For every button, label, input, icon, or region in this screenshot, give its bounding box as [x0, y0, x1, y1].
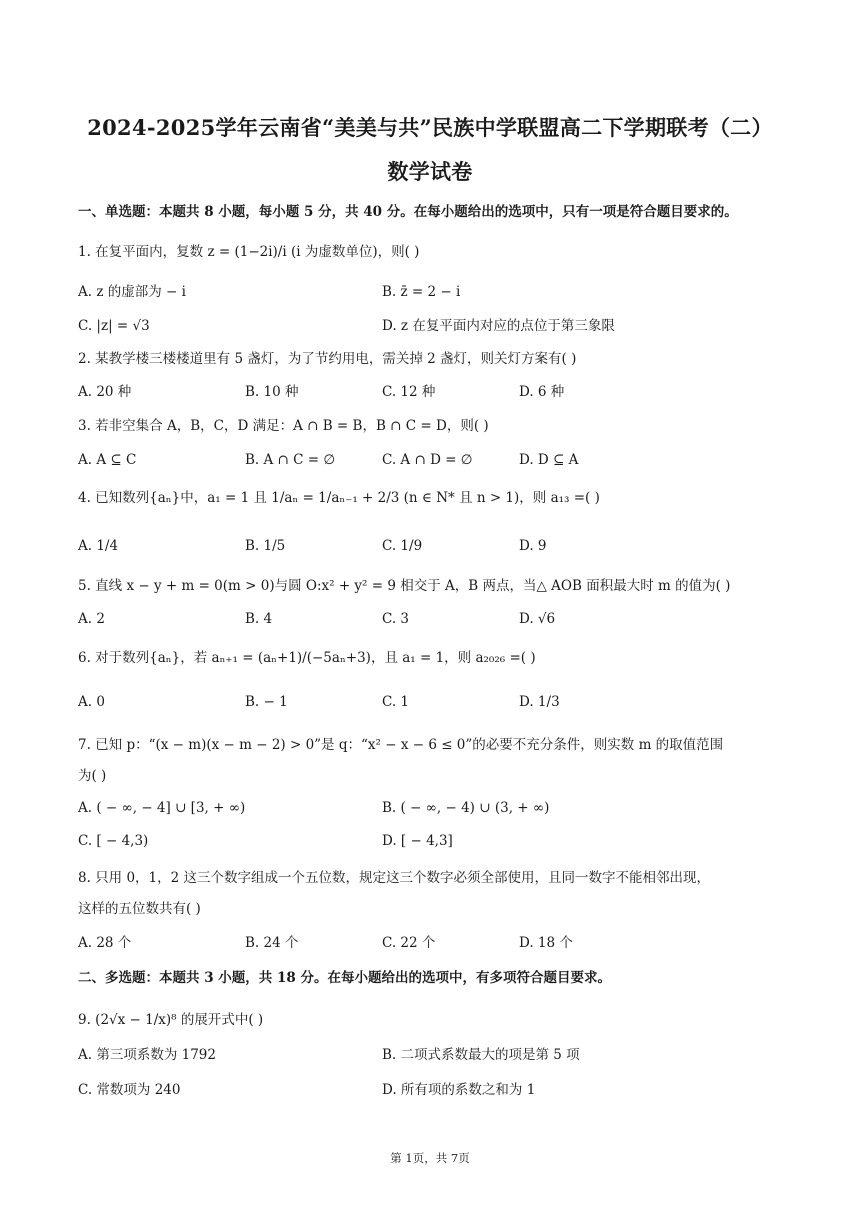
- section-heading: 二、多选题：本题共 3 小题，共 18 分。在每小题给出的选项中，有多项符合题目要求。: [78, 970, 611, 986]
- option-a: A. 2: [78, 611, 105, 627]
- option-a: A. 1/4: [78, 538, 119, 554]
- option-c: C. A ∩ D = ∅: [382, 452, 473, 468]
- option-d: D. 9: [519, 538, 547, 554]
- option-d: D. z 在复平面内对应的点位于第三象限: [382, 318, 615, 334]
- option-d: D. 所有项的系数之和为 1: [382, 1082, 536, 1098]
- question-stem: 8. 只用 0，1，2 这三个数字组成一个五位数，规定这三个数字必须全部使用，且同一数字不能相邻出现，: [78, 870, 711, 886]
- option-d: D. D ⊆ A: [519, 452, 579, 468]
- question-stem-continued: 为( ): [78, 768, 107, 784]
- option-b: B. − 1: [245, 694, 288, 710]
- option-a: A. A ⊆ C: [78, 452, 137, 468]
- option-b: B. A ∩ C = ∅: [245, 452, 336, 468]
- option-c: C. 3: [382, 611, 410, 627]
- question-stem: 1. 在复平面内，复数 z = (1−2i)/i (i 为虚数单位)，则( ): [78, 244, 420, 260]
- option-a: A. 0: [78, 694, 105, 710]
- question-stem: 7. 已知 p：“(x − m)(x − m − 2) > 0”是 q：“x² − x − 6 ≤ 0”的必要不充分条件，则实数 m 的取值范围: [78, 737, 724, 753]
- option-c: C. 12 种: [382, 384, 436, 400]
- option-c: C. 常数项为 240: [78, 1082, 181, 1098]
- option-c: C. |z| = √3: [78, 318, 150, 334]
- option-b: B. ( − ∞, − 4) ∪ (3, + ∞): [382, 800, 550, 816]
- option-c: C. 1/9: [382, 538, 423, 554]
- option-b: B. 1/5: [245, 538, 286, 554]
- option-b: B. 10 种: [245, 384, 299, 400]
- option-c: C. 1: [382, 694, 410, 710]
- question-stem: 9. (2√x − 1/x)⁸ 的展开式中( ): [78, 1012, 264, 1028]
- question-stem: 2. 某教学楼三楼楼道里有 5 盏灯，为了节约用电，需关掉 2 盏灯，则关灯方案有( ): [78, 351, 577, 367]
- option-d: D. √6: [519, 611, 556, 627]
- page-footer: 第 1页，共 7页: [390, 1151, 470, 1165]
- option-a: A. 第三项系数为 1792: [78, 1047, 216, 1063]
- option-d: D. 18 个: [519, 935, 573, 951]
- option-b: B. 4: [245, 611, 273, 627]
- option-d: D. 1/3: [519, 694, 560, 710]
- option-b: B. 二项式系数最大的项是第 5 项: [382, 1047, 580, 1063]
- option-a: A. ( − ∞, − 4] ∪ [3, + ∞): [78, 800, 246, 816]
- option-a: A. z 的虚部为 − i: [78, 284, 186, 300]
- option-d: D. [ − 4,3]: [382, 833, 453, 849]
- exam-title: 2024-2025学年云南省“美美与共”民族中学联盟高二下学期联考（二）: [87, 115, 773, 140]
- option-a: A. 20 种: [78, 384, 132, 400]
- question-stem: 4. 已知数列{aₙ}中，a₁ = 1 且 1/aₙ = 1/aₙ₋₁ + 2/3 (n ∈ N* 且 n > 1)，则 a₁₃ =( ): [78, 490, 600, 506]
- question-stem: 5. 直线 x − y + m = 0(m > 0)与圆 O:x² + y² = 9 相交于 A，B 两点，当△ AOB 面积最大时 m 的值为( ): [78, 578, 731, 594]
- question-stem: 3. 若非空集合 A，B，C，D 满足：A ∩ B = B，B ∩ C = D，则( ): [78, 418, 489, 434]
- option-a: A. 28 个: [78, 935, 132, 951]
- option-d: D. 6 种: [519, 384, 565, 400]
- option-b: B. 24 个: [245, 935, 299, 951]
- section-heading: 一、单选题：本题共 8 小题，每小题 5 分，共 40 分。在每小题给出的选项中，只有一项是符合题目要求的。: [78, 204, 738, 220]
- exam-subtitle: 数学试卷: [387, 159, 473, 184]
- option-c: C. 22 个: [382, 935, 436, 951]
- question-stem-continued: 这样的五位数共有( ): [78, 901, 201, 917]
- option-b: B. z̄ = 2 − i: [382, 284, 461, 300]
- question-stem: 6. 对于数列{aₙ}，若 aₙ₊₁ = (aₙ+1)/(−5aₙ+3)，且 a₁ = 1，则 a₂₀₂₆ =( ): [78, 650, 536, 666]
- option-c: C. [ − 4,3): [78, 833, 149, 849]
